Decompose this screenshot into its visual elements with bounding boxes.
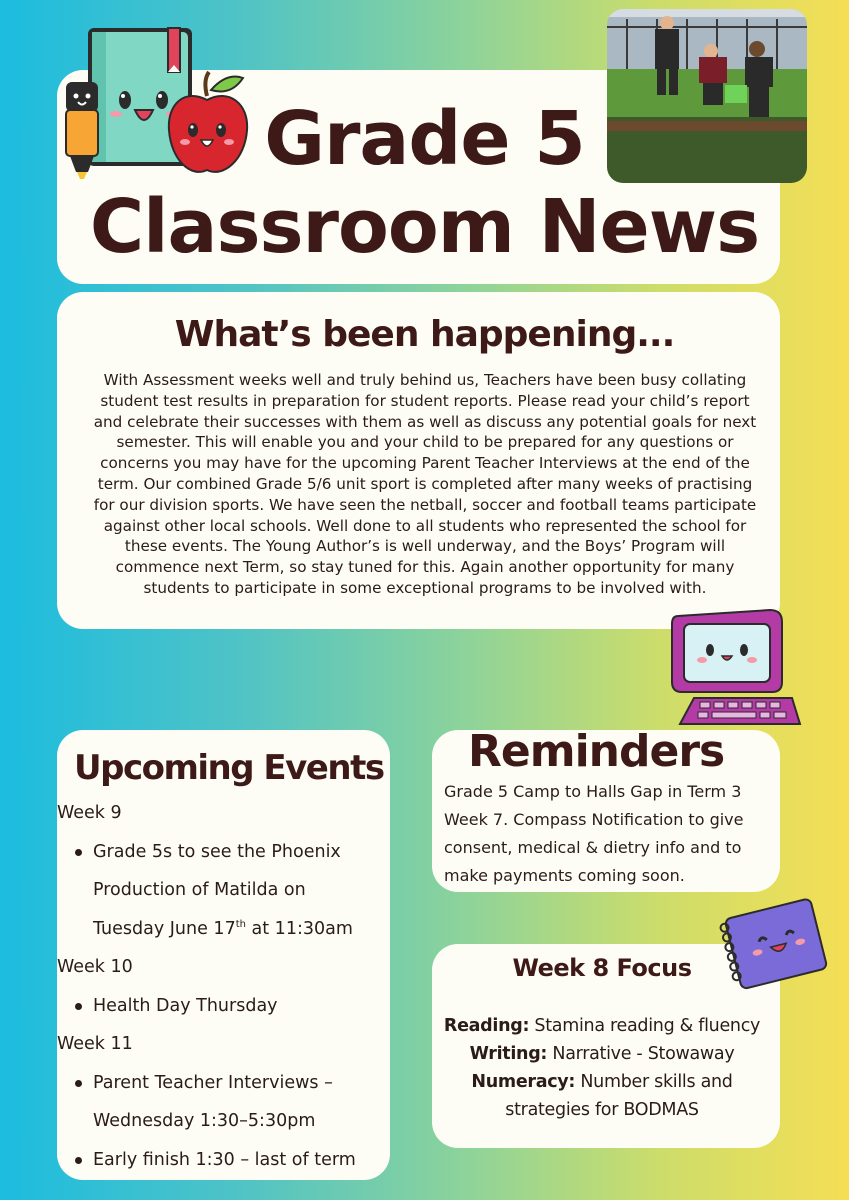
focus-list	[432, 1012, 772, 1124]
events-heading: Upcoming Events	[74, 748, 384, 788]
list-item-continued: Tuesday June 17th at 11:30am	[93, 918, 353, 939]
week-label: Week 11	[57, 1034, 133, 1054]
list-item: Early finish 1:30 – last of term	[57, 1141, 397, 1180]
apple-sticker-icon	[165, 70, 251, 180]
reminder-line: make payments coming soon.	[444, 866, 685, 885]
week-label: Week 10	[57, 957, 133, 977]
class-photo	[607, 9, 807, 183]
reminders-text	[444, 778, 779, 890]
focus-writing: Writing: Narrative - Stowaway	[469, 1044, 735, 1064]
notebook-sticker-icon	[716, 898, 834, 990]
list-item: Grade 5s to see the Phoenix	[57, 833, 397, 872]
bullet-icon	[75, 1080, 82, 1087]
events-list	[57, 794, 397, 1179]
bullet-icon	[75, 849, 82, 856]
happening-line: term. Our combined Grade 5/6 unit sport is completed after many weeks of practising	[97, 474, 753, 493]
reminder-line: consent, medical & dietry info and to	[444, 838, 742, 857]
happening-line: student test results in preparation for student reports. Please read your child’s report	[100, 391, 750, 410]
happening-line: With Assessment weeks well and truly behind us, Teachers have been busy collating	[103, 371, 747, 389]
happening-line: semester. This will enable you and your child to be prepared for any questions or	[116, 433, 734, 452]
bullet-icon	[75, 1157, 82, 1164]
focus-numeracy-continued: strategies for BODMAS	[505, 1100, 699, 1120]
list-item-continued: Production of Matilda on	[93, 880, 306, 900]
highlighter-sticker-icon	[60, 80, 104, 180]
week-label: Week 9	[57, 803, 122, 823]
happening-line: concerns you may have for the upcoming Parent Teacher Interviews at the end of the	[100, 454, 750, 473]
bullet-icon	[75, 1003, 82, 1010]
happening-line: and celebrate their successes with them as well as discuss any potential goals for next	[93, 412, 757, 431]
reminder-line: Grade 5 Camp to Halls Gap in Term 3	[444, 782, 742, 801]
list-item: Parent Teacher Interviews –	[57, 1064, 397, 1103]
happening-line: against other local schools. Well done to all students who represented the school for	[103, 516, 747, 535]
happening-line: for our division sports. We have seen the netball, soccer and football teams participate	[93, 495, 757, 514]
happening-line: students to participate in some exceptional programs to be involved with.	[143, 578, 707, 597]
reminder-line: Week 7. Compass Notification to give	[444, 810, 744, 829]
focus-numeracy: Numeracy: Number skills and	[471, 1072, 733, 1092]
happening-line: these events. The Young Author’s is well underway, and the Boys’ Program will	[124, 537, 726, 556]
page-title-line2: Classroom News	[89, 184, 760, 270]
list-item: Health Day Thursday	[57, 987, 397, 1026]
focus-reading: Reading: Stamina reading & fluency	[443, 1016, 761, 1036]
happening-line: commence next Term, so stay tuned for this. Again another opportunity for many	[115, 558, 735, 577]
page-title-line1: Grade 5	[264, 96, 585, 182]
reminders-heading: Reminders	[468, 726, 725, 777]
focus-heading: Week 8 Focus	[512, 954, 692, 982]
list-item-continued: Wednesday 1:30–5:30pm	[93, 1111, 316, 1131]
happening-body	[70, 370, 780, 599]
happening-heading: What’s been happening...	[174, 314, 675, 355]
computer-sticker-icon	[664, 606, 804, 734]
